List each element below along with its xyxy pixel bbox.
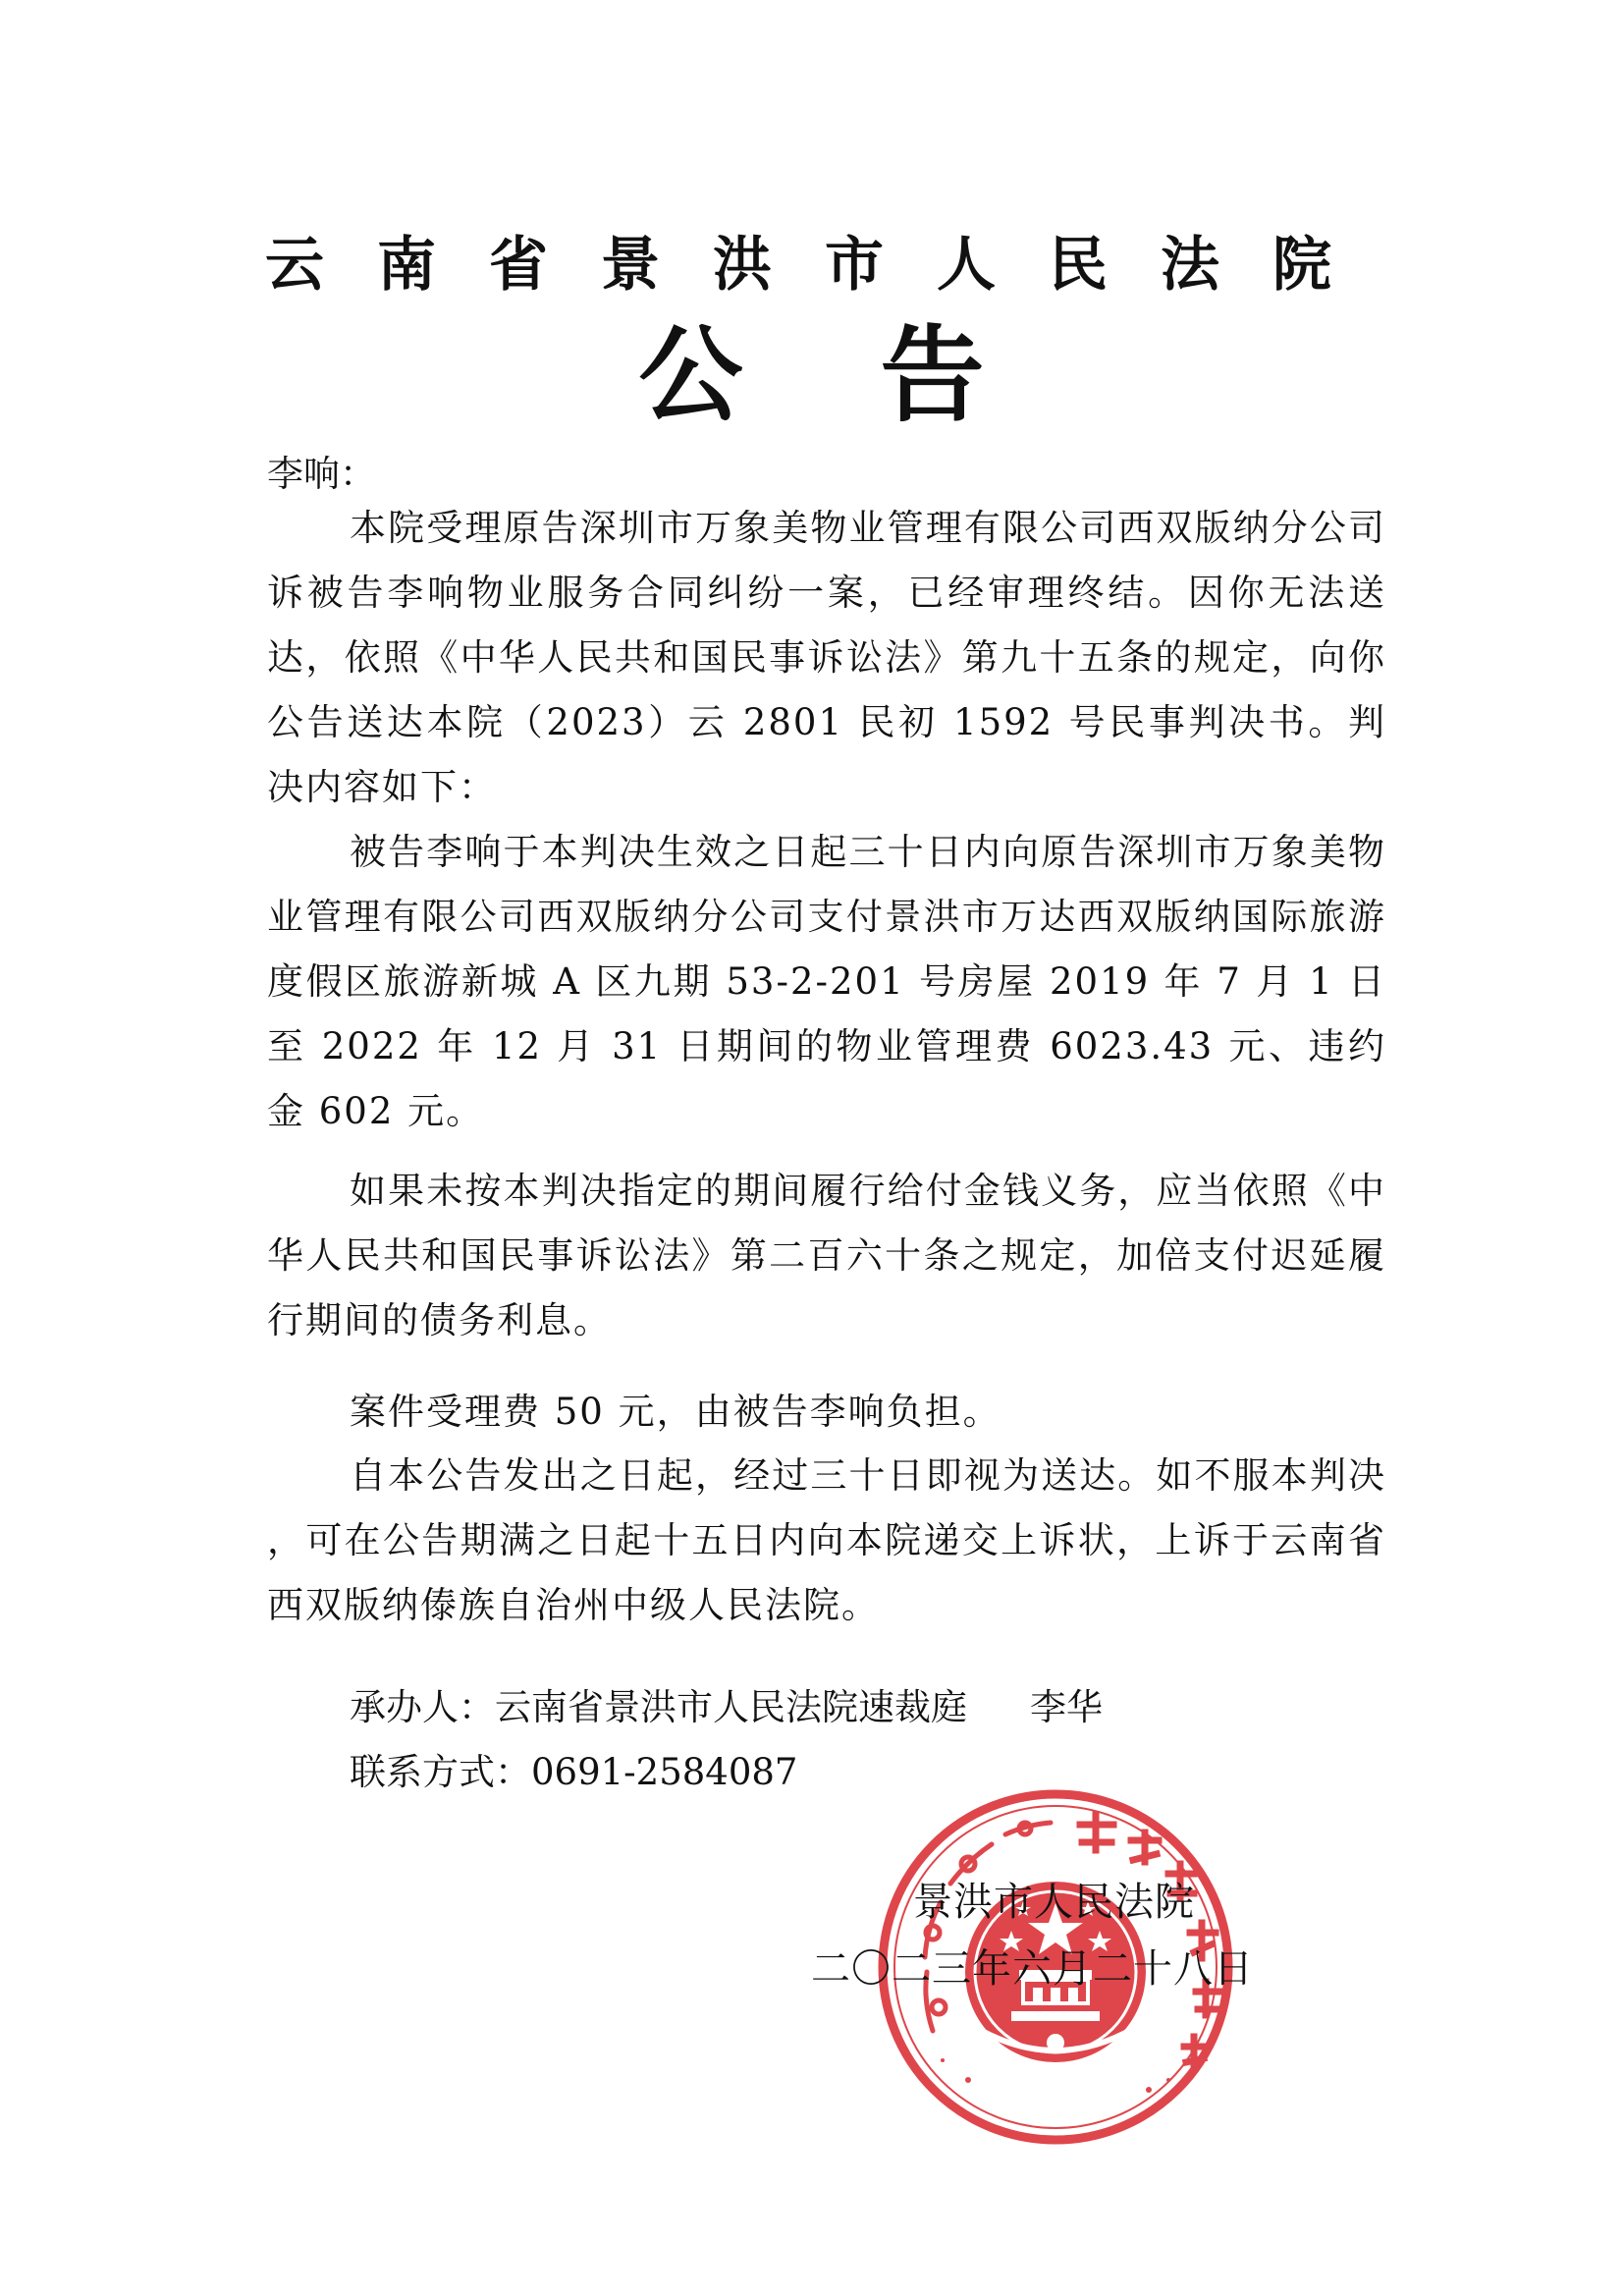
paragraph-appeal-notice: 自本公告发出之日起，经过三十日即视为送达。如不服本判决 ，可在公告期满之日起十五日内向本院递交上诉状，上诉于云南省西双版纳傣族自治州中级人民法院。 <box>267 1454 1386 1626</box>
paragraph-late-interest: 如果未按本判决指定的期间履行给付金钱义务，应当依照《中华人民共和国民事诉讼法》第二百六十条之规定，加倍支付迟延履行期间的债务利息。 <box>267 1170 1386 1341</box>
paragraph-case-intro: 本院受理原告深圳市万象美物业管理有限公司西双版纳分公司诉被告李响物业服务合同纠纷一案，已经审理终结。因你无法送达，依照《中华人民共和国民事诉讼法》第九十五条的规定，向你公告送达本院（2023）云 2801 民初 1592 号民事判决书。判决内容如下： <box>267 507 1386 808</box>
signing-date: 二〇二三年六月二十八日 <box>811 1946 1254 1992</box>
handler-unit: 云南省景洪市人民法院速裁庭 <box>495 1686 967 1728</box>
contact-label: 联系方式： <box>350 1751 531 1793</box>
handler-line <box>350 1679 1103 1736</box>
notice-title: 公告 <box>638 315 1122 436</box>
handler-label: 承办人： <box>350 1686 495 1728</box>
contact-line <box>350 1744 797 1801</box>
signing-court: 景洪市人民法院 <box>913 1880 1195 1925</box>
contact-phone: 0691-2584087 <box>531 1751 798 1793</box>
paragraph-case-fee: 案件受理费 50 元，由被告李响负担。 <box>350 1391 1001 1433</box>
handler-name: 李华 <box>1030 1686 1103 1728</box>
court-name-heading: 云南省景洪市人民法院 <box>265 231 1384 300</box>
addressee: 李响： <box>267 453 376 495</box>
paragraph-judgment-content: 被告李响于本判决生效之日起三十日内向原告深圳市万象美物业管理有限公司西双版纳分公司支付景洪市万达西双版纳国际旅游度假区旅游新城 A 区九期 53-2-201 号房屋 2019 年 7 月 1 日至 2022 年 12 月 31 日期间的物业管理费 6023.43 元、违约金 602 元。 <box>267 831 1386 1132</box>
